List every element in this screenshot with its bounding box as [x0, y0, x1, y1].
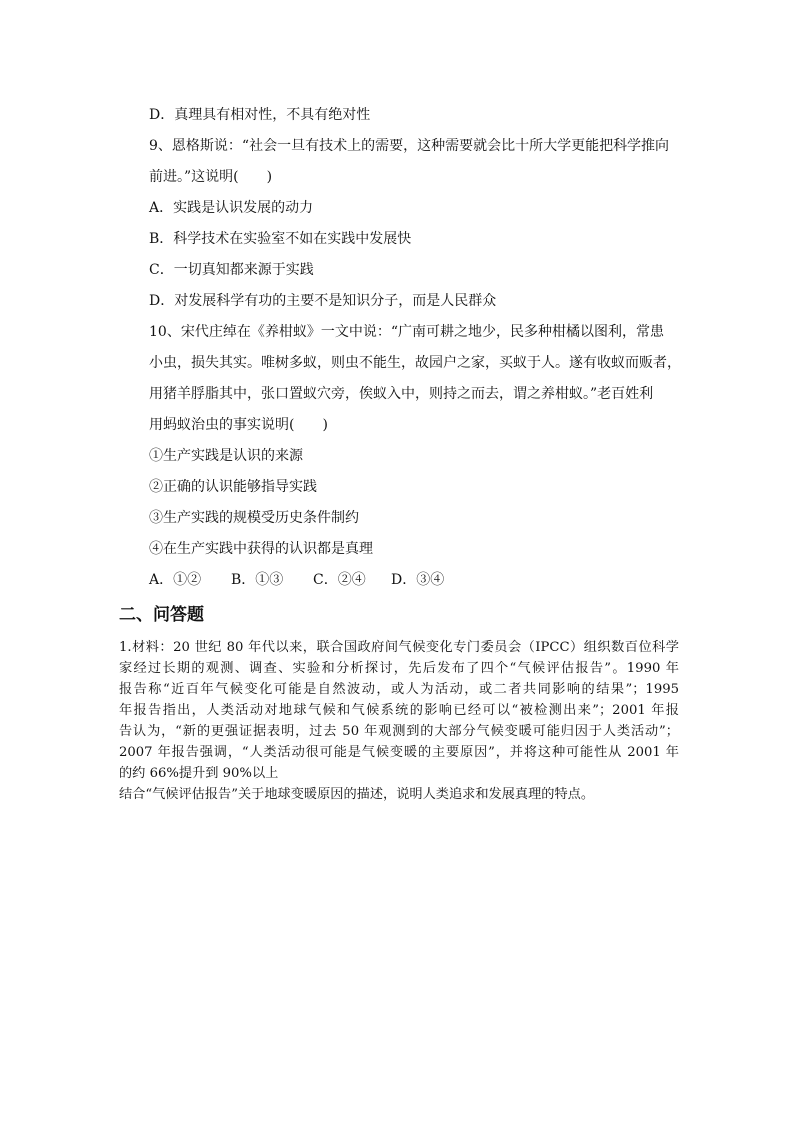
qa-material-line-7: 的约 66%提升到 90%以上	[119, 766, 279, 781]
q10-option-c: C．②④	[313, 572, 366, 588]
q10-statement-3: ③生产实践的规模受历史条件制约	[149, 510, 359, 526]
q8-option-d: D．真理具有相对性，不具有绝对性	[149, 107, 371, 123]
q10-statement-2: ②正确的认识能够指导实践	[149, 479, 317, 495]
q10-statement-4: ④在生产实践中获得的认识都是真理	[149, 541, 373, 557]
q10-statement-1: ①生产实践是认识的来源	[149, 448, 303, 464]
qa-material-line-4: 年报告指出，人类活动对地球气候和气候系统的影响已经可以“被检测出来”；2001 年报	[119, 703, 679, 718]
q10-stem-line-1: 10、宋代庄绰在《养柑蚁》一文中说：“广南可耕之地少，民多种柑橘以图利，常患	[149, 324, 664, 340]
q9-option-a: A．实践是认识发展的动力	[149, 200, 314, 216]
qa-material-line-3: 报告称“近百年气候变化可能是自然波动，或人为活动，或二者共同影响的结果”；1995	[119, 682, 679, 697]
q10-option-a: A．①②	[149, 572, 202, 588]
qa-material-line-6: 2007 年报告强调，“人类活动很可能是气候变暖的主要原因”，并将这种可能性从 2001 年	[119, 745, 679, 760]
qa-question	[119, 637, 679, 805]
choice-questions	[149, 100, 709, 596]
qa-material-line-1: 1.材料：20 世纪 80 年代以来，联合国政府间气候变化专门委员会（IPCC）组织数百位科学	[119, 640, 679, 655]
qa-prompt: 结合“气候评估报告”关于地球变暖原因的描述，说明人类追求和发展真理的特点。	[119, 787, 595, 802]
qa-material-line-2: 家经过长期的观测、调查、实验和分析探讨，先后发布了四个“气候评估报告”。1990 年	[119, 661, 679, 676]
q10-stem-line-4: 用蚂蚁治虫的事实说明( )	[149, 417, 328, 433]
q10-stem-line-2: 小虫，损失其实。唯树多蚁，则虫不能生，故园户之家，买蚁于人。遂有收蚁而贩者，	[149, 355, 681, 371]
q10-options	[149, 565, 709, 596]
q10-option-b: B．①③	[231, 572, 284, 588]
q10-stem-line-3: 用猪羊脬脂其中，张口置蚁穴旁，俟蚁入中，则持之而去，谓之养柑蚁。”老百姓利	[149, 386, 654, 402]
section-title: 二、问答题	[119, 605, 204, 625]
q9-stem-line-2: 前进。”这说明( )	[149, 169, 273, 185]
q9-option-c: C．一切真知都来源于实践	[149, 262, 314, 278]
q9-option-d: D．对发展科学有功的主要不是知识分子，而是人民群众	[149, 293, 497, 309]
q9-option-b: B．科学技术在实验室不如在实践中发展快	[149, 231, 412, 247]
qa-material-line-5: 告认为，“新的更强证据表明，过去 50 年观测到的大部分气候变暖可能归因于人类活动”；	[119, 724, 679, 739]
q9-stem-line-1: 9、恩格斯说：“社会一旦有技术上的需要，这种需要就会比十所大学更能把科学推向	[149, 138, 670, 154]
q10-option-d: D．③④	[391, 572, 445, 588]
